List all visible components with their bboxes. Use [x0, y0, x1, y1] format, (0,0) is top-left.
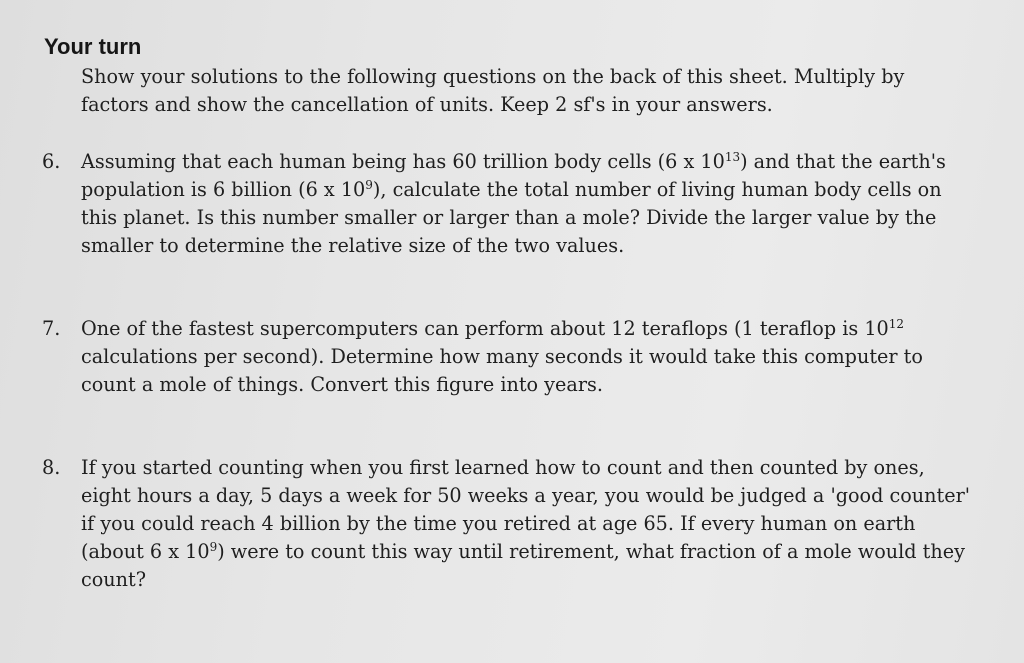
question-text	[81, 315, 972, 399]
question-text-part: calculations per second). Determine how many seconds it would take this computer to count a mole of things. Convert this figure into years.	[81, 345, 923, 396]
question-text-part: ), calculate the total number of living human body cells on this planet. Is this number smaller or larger than a mole? Divide the larger value by the smaller to determine the relative size of the two values.	[81, 178, 942, 257]
question-text	[81, 148, 972, 260]
question-text	[81, 454, 972, 594]
section-heading: Your turn	[44, 34, 142, 59]
question-number: 8.	[42, 456, 61, 479]
exponent: 13	[724, 150, 741, 164]
instructions-paragraph: Show your solutions to the following questions on the back of this sheet. Multiply by factors and show the cancellation of units. Keep 2 sf's in your answers.	[81, 65, 905, 116]
question-6	[42, 148, 972, 260]
question-number: 7.	[42, 317, 61, 340]
question-8	[42, 454, 972, 594]
question-number: 6.	[42, 150, 61, 173]
question-text-part: One of the fastest supercomputers can perform about 12 teraflops (1 teraflop is 10	[81, 317, 889, 340]
question-text-part: ) were to count this way until retirement, what fraction of a mole would they count?	[81, 540, 965, 591]
exponent: 9	[365, 178, 373, 192]
exponent: 12	[888, 317, 905, 331]
question-text-part: ) and that the earth's population is 6 billion (6 x 10	[81, 150, 946, 201]
exponent: 9	[209, 540, 218, 554]
question-text-part: If you started counting when you first learned how to count and then counted by ones, eight hours a day, 5 days a week for 50 weeks a year, you would be judged a 'good counter' if you could reach 4 billion by the time you retired at age 65. If every human on earth (about 6 x 10	[81, 456, 971, 563]
question-text-part: Assuming that each human being has 60 trillion body cells (6 x 10	[81, 150, 725, 173]
question-7	[42, 315, 972, 399]
